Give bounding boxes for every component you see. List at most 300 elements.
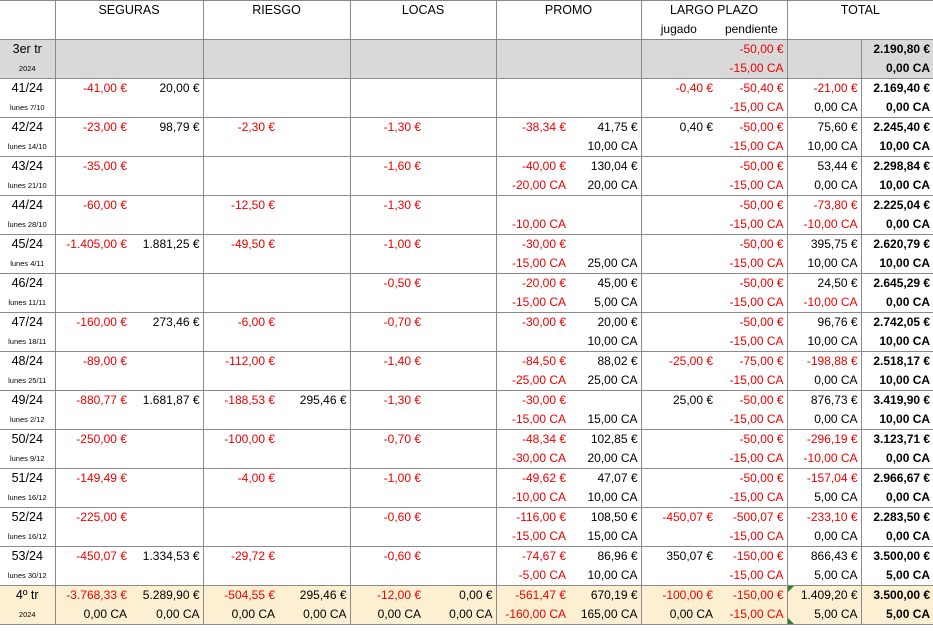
cell-riesgo-loss[interactable] [203,332,278,352]
cell-locas-gain[interactable] [424,118,496,138]
cell-locas-gain[interactable]: 0,00 CA [424,605,496,625]
cell-locas-gain[interactable] [424,410,496,430]
cell-total-week[interactable]: 10,00 CA [787,332,861,352]
cell-locas-loss[interactable] [350,449,424,469]
cell-riesgo-gain[interactable] [278,488,350,508]
cell-seguras-loss[interactable] [55,254,130,274]
cell-largo-pendiente[interactable]: -15,00 CA [729,61,784,75]
cell-seguras-loss[interactable] [55,59,130,79]
cell-total-week[interactable] [787,40,861,60]
cell-promo-gain[interactable]: 25,00 CA [587,256,638,270]
cell-promo-loss[interactable]: -38,34 € [496,118,569,138]
cell-promo-loss[interactable]: -25,00 CA [496,371,569,391]
cell-largo-pendiente[interactable]: -50,00 € [716,235,787,255]
cell-promo-gain[interactable] [569,235,641,255]
cell-promo-gain[interactable] [569,215,641,235]
cell-promo-gain[interactable] [569,40,641,60]
cell-seguras-loss[interactable] [55,293,130,313]
cell-seguras-loss[interactable]: -23,00 € [55,118,130,138]
cell-total-accum[interactable]: 5,00 CA [861,566,933,586]
cell-seguras-loss[interactable] [55,527,130,547]
cell-riesgo-gain[interactable] [278,313,350,333]
cell-riesgo-gain[interactable] [278,547,350,567]
cell-locas-gain[interactable] [424,371,496,391]
cell-seguras-loss[interactable] [55,137,130,157]
cell-total-accum[interactable]: 0,00 CA [861,59,933,79]
cell-riesgo-loss[interactable] [203,254,278,274]
cell-seguras-loss[interactable]: -160,00 € [55,313,130,333]
cell-riesgo-loss[interactable]: 0,00 CA [203,605,278,625]
cell-seguras-loss[interactable]: -3.768,33 € [55,586,130,606]
cell-seguras-loss[interactable] [55,371,130,391]
cell-total-week[interactable]: -157,04 € [787,469,861,489]
cell-total-week[interactable]: 10,00 CA [787,254,861,274]
cell-seguras-loss[interactable] [55,566,130,586]
cell-seguras-gain[interactable] [130,215,203,235]
cell-locas-gain[interactable] [424,527,496,547]
cell-largo-pendiente[interactable]: -500,07 € [716,508,787,528]
cell-largo-pendiente[interactable]: -50,00 € [716,313,787,333]
cell-promo-gain[interactable]: 20,00 € [569,313,641,333]
cell-locas-gain[interactable] [424,391,496,411]
cell-promo-loss[interactable]: -74,67 € [496,547,569,567]
cell-riesgo-gain[interactable] [278,235,350,255]
cell-seguras-gain[interactable] [130,196,203,216]
cell-largo-jugado[interactable] [641,176,716,196]
cell-locas-loss[interactable]: -1,30 € [350,391,424,411]
cell-seguras-gain[interactable]: 1.681,87 € [130,391,203,411]
cell-riesgo-loss[interactable]: -504,55 € [203,586,278,606]
cell-seguras-loss[interactable]: -880,77 € [55,391,130,411]
cell-riesgo-gain[interactable] [278,371,350,391]
cell-locas-gain[interactable] [424,293,496,313]
cell-total-accum[interactable]: 3.500,00 € [861,586,933,606]
cell-promo-loss[interactable]: -160,00 CA [496,605,569,625]
cell-total-accum[interactable]: 10,00 CA [861,332,933,352]
cell-locas-loss[interactable] [350,137,424,157]
cell-largo-pendiente[interactable]: -15,00 CA [729,256,784,270]
cell-locas-loss[interactable] [350,410,424,430]
cell-largo-pendiente[interactable]: -15,00 CA [729,139,784,153]
cell-total-accum[interactable]: 3.123,71 € [861,430,933,450]
cell-locas-gain[interactable] [424,274,496,294]
cell-promo-gain[interactable]: 10,00 CA [587,334,638,348]
cell-seguras-loss[interactable]: -225,00 € [55,508,130,528]
cell-riesgo-loss[interactable] [203,59,278,79]
cell-largo-jugado[interactable] [641,137,716,157]
cell-promo-gain[interactable]: 10,00 CA [587,139,638,153]
cell-locas-gain[interactable] [424,352,496,372]
cell-seguras-loss[interactable]: -450,07 € [55,547,130,567]
cell-largo-pendiente[interactable]: -15,00 CA [729,334,784,348]
cell-seguras-loss[interactable] [55,488,130,508]
cell-largo-jugado[interactable]: 0,40 € [641,118,716,138]
cell-largo-jugado[interactable]: 0,00 CA [641,605,716,625]
cell-seguras-gain[interactable] [130,59,203,79]
cell-riesgo-gain[interactable] [278,430,350,450]
cell-total-week[interactable]: 0,00 CA [787,371,861,391]
cell-largo-pendiente[interactable]: -15,00 CA [729,100,784,114]
cell-largo-jugado[interactable] [641,449,716,469]
cell-riesgo-gain[interactable] [278,196,350,216]
cell-riesgo-loss[interactable] [203,79,278,99]
cell-promo-gain[interactable]: 15,00 CA [587,412,638,426]
cell-promo-loss[interactable]: -15,00 CA [496,293,569,313]
cell-riesgo-loss[interactable]: -2,30 € [203,118,278,138]
cell-locas-gain[interactable] [424,235,496,255]
cell-riesgo-gain[interactable] [278,274,350,294]
cell-total-week[interactable]: -10,00 CA [787,215,861,235]
cell-seguras-gain[interactable] [130,254,203,274]
cell-locas-loss[interactable]: -0,60 € [350,547,424,567]
cell-total-accum[interactable]: 2.245,40 € [861,118,933,138]
cell-promo-loss[interactable]: -10,00 CA [496,215,569,235]
cell-total-week[interactable]: -198,88 € [787,352,861,372]
cell-seguras-gain[interactable] [130,40,203,60]
cell-promo-gain[interactable]: 15,00 CA [587,529,638,543]
cell-largo-pendiente[interactable]: -15,00 CA [729,217,784,231]
cell-largo-jugado[interactable]: -0,40 € [641,79,716,99]
cell-riesgo-loss[interactable] [203,566,278,586]
cell-promo-gain[interactable]: 102,85 € [569,430,641,450]
cell-seguras-loss[interactable] [55,98,130,118]
cell-riesgo-gain[interactable] [278,449,350,469]
cell-promo-gain[interactable]: 25,00 CA [587,373,638,387]
cell-largo-jugado[interactable]: -100,00 € [641,586,716,606]
cell-promo-gain[interactable]: 20,00 CA [587,178,638,192]
cell-seguras-loss[interactable] [55,215,130,235]
cell-total-accum[interactable]: 2.966,67 € [861,469,933,489]
cell-riesgo-loss[interactable] [203,215,278,235]
cell-largo-jugado[interactable] [641,235,716,255]
cell-promo-gain[interactable]: 10,00 CA [587,568,638,582]
cell-largo-jugado[interactable] [641,469,716,489]
cell-riesgo-gain[interactable] [278,469,350,489]
cell-largo-pendiente[interactable]: -50,00 € [716,118,787,138]
cell-promo-gain[interactable]: 86,96 € [569,547,641,567]
cell-total-accum[interactable]: 2.298,84 € [861,157,933,177]
cell-riesgo-loss[interactable] [203,410,278,430]
cell-largo-pendiente[interactable]: -50,00 € [716,157,787,177]
cell-promo-loss[interactable] [496,79,569,99]
cell-total-week[interactable]: 5,00 CA [787,605,861,625]
cell-total-accum[interactable]: 2.169,40 € [861,79,933,99]
cell-promo-gain[interactable]: 5,00 CA [594,295,638,309]
cell-riesgo-gain[interactable] [278,410,350,430]
cell-locas-loss[interactable] [350,371,424,391]
cell-riesgo-loss[interactable] [203,274,278,294]
cell-promo-loss[interactable]: -30,00 CA [496,449,569,469]
cell-seguras-loss[interactable]: -89,00 € [55,352,130,372]
cell-promo-gain[interactable]: 165,00 CA [569,605,641,625]
cell-total-accum[interactable]: 2.742,05 € [861,313,933,333]
cell-promo-loss[interactable]: -40,00 € [496,157,569,177]
cell-promo-gain[interactable]: 10,00 CA [587,490,638,504]
cell-locas-gain[interactable] [424,196,496,216]
cell-riesgo-gain[interactable] [278,157,350,177]
cell-riesgo-loss[interactable] [203,527,278,547]
cell-seguras-gain[interactable] [130,488,203,508]
cell-largo-pendiente[interactable]: -50,00 € [716,430,787,450]
cell-total-accum[interactable]: 3.500,00 € [861,547,933,567]
cell-total-accum[interactable]: 5,00 CA [861,605,933,625]
cell-largo-pendiente[interactable]: -50,00 € [716,391,787,411]
cell-total-accum[interactable]: 3.419,90 € [861,391,933,411]
cell-seguras-gain[interactable] [130,98,203,118]
cell-riesgo-gain[interactable] [278,79,350,99]
cell-promo-loss[interactable]: -48,34 € [496,430,569,450]
cell-largo-jugado[interactable]: -25,00 € [641,352,716,372]
cell-locas-loss[interactable] [350,176,424,196]
cell-total-week[interactable]: -296,19 € [787,430,861,450]
cell-total-accum[interactable]: 0,00 CA [861,215,933,235]
cell-riesgo-gain[interactable] [278,527,350,547]
cell-promo-loss[interactable]: -30,00 € [496,313,569,333]
cell-riesgo-loss[interactable]: -188,53 € [203,391,278,411]
cell-riesgo-loss[interactable] [203,488,278,508]
cell-riesgo-loss[interactable] [203,508,278,528]
cell-total-week[interactable]: -233,10 € [787,508,861,528]
cell-locas-loss[interactable]: -1,00 € [350,469,424,489]
cell-locas-loss[interactable] [350,59,424,79]
cell-promo-gain[interactable] [569,196,641,216]
cell-locas-loss[interactable]: -0,70 € [350,313,424,333]
cell-locas-loss[interactable]: -1,00 € [350,235,424,255]
cell-largo-jugado[interactable] [641,293,716,313]
cell-locas-loss[interactable] [350,293,424,313]
cell-seguras-gain[interactable] [130,352,203,372]
cell-locas-gain[interactable] [424,449,496,469]
cell-riesgo-gain[interactable] [278,59,350,79]
cell-promo-gain[interactable]: 45,00 € [569,274,641,294]
cell-promo-gain[interactable]: 20,00 CA [587,451,638,465]
cell-promo-gain[interactable]: 41,75 € [569,118,641,138]
cell-locas-gain[interactable] [424,566,496,586]
cell-promo-loss[interactable]: -561,47 € [496,586,569,606]
cell-promo-loss[interactable] [496,196,569,216]
cell-total-accum[interactable]: 10,00 CA [861,371,933,391]
cell-total-accum[interactable]: 2.225,04 € [861,196,933,216]
cell-seguras-loss[interactable]: -149,49 € [55,469,130,489]
cell-largo-jugado[interactable] [641,566,716,586]
cell-promo-loss[interactable]: -84,50 € [496,352,569,372]
cell-total-week[interactable]: -73,80 € [787,196,861,216]
cell-seguras-loss[interactable]: -1.405,00 € [55,235,130,255]
cell-seguras-gain[interactable] [130,449,203,469]
cell-locas-loss[interactable] [350,98,424,118]
cell-riesgo-gain[interactable] [278,352,350,372]
cell-largo-jugado[interactable] [641,40,716,60]
cell-locas-gain[interactable] [424,488,496,508]
cell-promo-loss[interactable]: -15,00 CA [496,254,569,274]
cell-riesgo-gain[interactable] [278,254,350,274]
cell-total-week[interactable]: 5,00 CA [787,488,861,508]
cell-riesgo-loss[interactable]: -6,00 € [203,313,278,333]
cell-total-week[interactable]: 395,75 € [787,235,861,255]
cell-locas-gain[interactable] [424,176,496,196]
cell-locas-loss[interactable]: -1,30 € [350,196,424,216]
cell-locas-loss[interactable]: -0,60 € [350,508,424,528]
cell-riesgo-gain[interactable] [278,215,350,235]
cell-seguras-gain[interactable] [130,527,203,547]
cell-largo-jugado[interactable] [641,488,716,508]
cell-total-week[interactable]: -10,00 CA [787,449,861,469]
cell-seguras-loss[interactable] [55,274,130,294]
cell-largo-pendiente[interactable]: -50,00 € [716,469,787,489]
cell-total-accum[interactable]: 2.518,17 € [861,352,933,372]
cell-total-week[interactable]: 1.409,20 € [787,586,861,606]
cell-total-week[interactable]: 10,00 CA [787,137,861,157]
cell-riesgo-loss[interactable] [203,98,278,118]
cell-seguras-gain[interactable] [130,176,203,196]
cell-promo-loss[interactable]: -15,00 CA [496,527,569,547]
cell-seguras-gain[interactable]: 0,00 CA [130,605,203,625]
cell-locas-gain[interactable] [424,98,496,118]
cell-promo-loss[interactable]: -10,00 CA [496,488,569,508]
cell-riesgo-loss[interactable] [203,449,278,469]
cell-seguras-gain[interactable] [130,371,203,391]
cell-largo-jugado[interactable] [641,371,716,391]
cell-largo-jugado[interactable] [641,157,716,177]
cell-largo-jugado[interactable] [641,196,716,216]
cell-riesgo-gain[interactable] [278,118,350,138]
cell-total-week[interactable]: 866,43 € [787,547,861,567]
cell-promo-gain[interactable]: 130,04 € [569,157,641,177]
cell-locas-gain[interactable] [424,430,496,450]
cell-riesgo-loss[interactable]: -49,50 € [203,235,278,255]
cell-riesgo-loss[interactable] [203,40,278,60]
cell-seguras-gain[interactable] [130,508,203,528]
cell-locas-loss[interactable] [350,254,424,274]
cell-locas-loss[interactable] [350,79,424,99]
cell-promo-gain[interactable] [569,59,641,79]
cell-total-week[interactable]: 0,00 CA [787,98,861,118]
cell-seguras-gain[interactable] [130,332,203,352]
cell-locas-gain[interactable] [424,215,496,235]
cell-promo-loss[interactable]: -15,00 CA [496,410,569,430]
cell-locas-loss[interactable] [350,488,424,508]
cell-seguras-loss[interactable] [55,40,130,60]
cell-seguras-loss[interactable]: -41,00 € [55,79,130,99]
cell-largo-pendiente[interactable]: -15,00 CA [729,490,784,504]
cell-riesgo-gain[interactable] [278,98,350,118]
cell-seguras-gain[interactable] [130,274,203,294]
cell-riesgo-loss[interactable] [203,157,278,177]
cell-riesgo-loss[interactable] [203,371,278,391]
cell-locas-loss[interactable]: 0,00 CA [350,605,424,625]
cell-riesgo-gain[interactable]: 295,46 € [278,586,350,606]
cell-seguras-loss[interactable]: -60,00 € [55,196,130,216]
cell-total-accum[interactable]: 2.190,80 € [861,40,933,60]
cell-promo-loss[interactable] [496,59,569,79]
cell-promo-loss[interactable] [496,332,569,352]
cell-locas-loss[interactable]: -0,50 € [350,274,424,294]
cell-total-week[interactable]: 0,00 CA [787,176,861,196]
cell-total-accum[interactable]: 0,00 CA [861,449,933,469]
cell-locas-gain[interactable] [424,137,496,157]
cell-total-accum[interactable]: 0,00 CA [861,293,933,313]
cell-seguras-gain[interactable]: 5.289,90 € [130,586,203,606]
cell-promo-loss[interactable]: -30,00 € [496,235,569,255]
cell-largo-pendiente[interactable]: -150,00 € [716,586,787,606]
cell-largo-jugado[interactable]: 350,07 € [641,547,716,567]
cell-total-accum[interactable]: 2.283,50 € [861,508,933,528]
cell-seguras-loss[interactable]: -250,00 € [55,430,130,450]
cell-riesgo-loss[interactable]: -4,00 € [203,469,278,489]
cell-riesgo-gain[interactable]: 0,00 CA [278,605,350,625]
cell-seguras-gain[interactable] [130,430,203,450]
cell-largo-jugado[interactable] [641,215,716,235]
cell-seguras-loss[interactable] [55,332,130,352]
cell-largo-pendiente[interactable]: -15,00 CA [729,373,784,387]
cell-largo-jugado[interactable] [641,98,716,118]
cell-largo-pendiente[interactable]: -50,00 € [716,196,787,216]
cell-locas-gain[interactable] [424,254,496,274]
cell-locas-gain[interactable] [424,79,496,99]
cell-largo-jugado[interactable] [641,332,716,352]
cell-seguras-gain[interactable]: 98,79 € [130,118,203,138]
cell-total-accum[interactable]: 10,00 CA [861,254,933,274]
cell-seguras-gain[interactable] [130,157,203,177]
cell-riesgo-gain[interactable] [278,40,350,60]
cell-total-accum[interactable]: 2.645,29 € [861,274,933,294]
cell-riesgo-loss[interactable] [203,293,278,313]
cell-total-accum[interactable]: 0,00 CA [861,527,933,547]
cell-promo-gain[interactable]: 108,50 € [569,508,641,528]
cell-locas-loss[interactable] [350,332,424,352]
cell-riesgo-loss[interactable]: -29,72 € [203,547,278,567]
cell-riesgo-loss[interactable] [203,176,278,196]
cell-locas-gain[interactable] [424,469,496,489]
cell-seguras-loss[interactable]: -35,00 € [55,157,130,177]
cell-locas-gain[interactable] [424,313,496,333]
cell-seguras-loss[interactable]: 0,00 CA [55,605,130,625]
cell-riesgo-gain[interactable] [278,332,350,352]
cell-largo-jugado[interactable] [641,430,716,450]
cell-locas-loss[interactable]: -0,70 € [350,430,424,450]
cell-promo-gain[interactable] [569,79,641,99]
cell-promo-loss[interactable] [496,40,569,60]
cell-seguras-loss[interactable] [55,410,130,430]
cell-promo-loss[interactable]: -116,00 € [496,508,569,528]
cell-riesgo-gain[interactable] [278,566,350,586]
cell-locas-gain[interactable] [424,332,496,352]
cell-largo-jugado[interactable] [641,59,716,79]
cell-riesgo-loss[interactable] [203,137,278,157]
cell-total-week[interactable]: 5,00 CA [787,566,861,586]
cell-total-week[interactable]: 0,00 CA [787,527,861,547]
cell-total-week[interactable]: -21,00 € [787,79,861,99]
cell-promo-gain[interactable] [569,391,641,411]
cell-largo-pendiente[interactable]: -50,40 € [716,79,787,99]
cell-total-accum[interactable]: 2.620,79 € [861,235,933,255]
cell-largo-pendiente[interactable]: -150,00 € [716,547,787,567]
cell-seguras-gain[interactable] [130,293,203,313]
cell-largo-pendiente[interactable]: -15,00 CA [729,295,784,309]
cell-largo-jugado[interactable] [641,274,716,294]
cell-largo-pendiente[interactable]: -15,00 CA [729,529,784,543]
cell-total-week[interactable]: 53,44 € [787,157,861,177]
cell-locas-loss[interactable]: -1,60 € [350,157,424,177]
cell-riesgo-gain[interactable] [278,508,350,528]
cell-total-accum[interactable]: 0,00 CA [861,98,933,118]
cell-locas-gain[interactable] [424,547,496,567]
cell-total-week[interactable]: 0,00 CA [787,410,861,430]
cell-locas-gain[interactable] [424,40,496,60]
cell-total-week[interactable]: -10,00 CA [787,293,861,313]
cell-promo-loss[interactable]: -49,62 € [496,469,569,489]
cell-total-week[interactable]: 75,60 € [787,118,861,138]
